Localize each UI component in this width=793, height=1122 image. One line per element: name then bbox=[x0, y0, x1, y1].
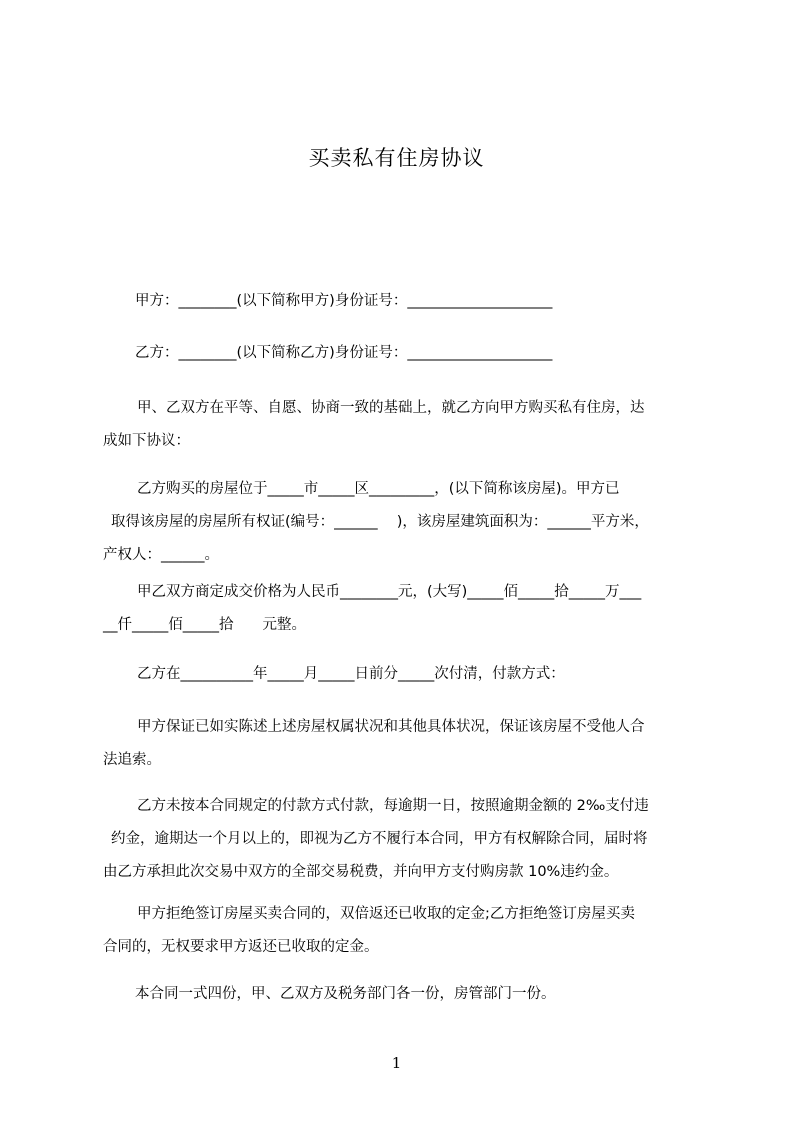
property-location-paragraph bbox=[103, 473, 703, 572]
page-number: 1 bbox=[391, 1054, 402, 1072]
intro-paragraph bbox=[103, 392, 703, 458]
guarantee-paragraph bbox=[103, 711, 703, 777]
paragraph-line: 甲乙双方商定成交价格为人民币________元，(大写)_____佰_____拾_____万___ bbox=[137, 584, 642, 600]
price-paragraph bbox=[103, 576, 703, 642]
paragraph-line: 取得该房屋的房屋所有权证(编号：______ )，该房屋建筑面积为：______平方米， bbox=[111, 514, 649, 530]
paragraph-line: 约金，逾期达一个月以上的，即视为乙方不履行本合同，甲方有权解除合同，届时将 bbox=[111, 831, 648, 847]
paragraph-line: 甲方拒绝签订房屋买卖合同的，双倍返还已收取的定金;乙方拒绝签订房屋买卖 bbox=[137, 906, 635, 922]
paragraph-line: 乙方在__________年_____月_____日前分_____次付清，付款方式： bbox=[137, 666, 565, 682]
paragraph-line: 乙方购买的房屋位于_____市_____区_________，(以下简称该房屋)。甲方已 bbox=[137, 481, 620, 497]
breach-paragraph bbox=[103, 790, 703, 889]
paragraph-line: 乙方：________(以下简称乙方)身份证号：____________________ bbox=[135, 345, 553, 361]
paragraph-line: 成如下协议： bbox=[103, 433, 190, 449]
copies-paragraph bbox=[103, 978, 703, 1011]
paragraph-line: 乙方未按本合同规定的付款方式付款，每逾期一日，按照逾期金额的 2‰支付违 bbox=[137, 798, 649, 814]
paragraph-line: 合同的，无权要求甲方返还已收取的定金。 bbox=[103, 939, 379, 955]
paragraph-line: 甲方：________(以下简称甲方)身份证号：____________________ bbox=[135, 293, 553, 309]
paragraph-line: 甲、乙双方在平等、自愿、协商一致的基础上，就乙方向甲方购买私有住房，达 bbox=[137, 400, 645, 416]
paragraph-line: 产权人：______。 bbox=[103, 547, 219, 563]
paragraph-line: 本合同一式四份，甲、乙双方及税务部门各一份，房管部门一份。 bbox=[135, 986, 556, 1002]
document-title: 买卖私有住房协议 bbox=[308, 146, 485, 170]
payment-paragraph bbox=[103, 658, 703, 691]
paragraph-line: 甲方保证已如实陈述上述房屋权属状况和其他具体状况，保证该房屋不受他人合 bbox=[137, 719, 645, 735]
party-a-paragraph bbox=[103, 285, 703, 318]
paragraph-line: 法追索。 bbox=[103, 752, 161, 768]
party-b-paragraph bbox=[103, 337, 703, 370]
paragraph-line: __仟_____佰_____拾 元整。 bbox=[103, 617, 306, 633]
deposit-paragraph bbox=[103, 898, 703, 964]
paragraph-line: 由乙方承担此次交易中双方的全部交易税费，并向甲方支付购房款 10%违约金。 bbox=[103, 864, 619, 880]
